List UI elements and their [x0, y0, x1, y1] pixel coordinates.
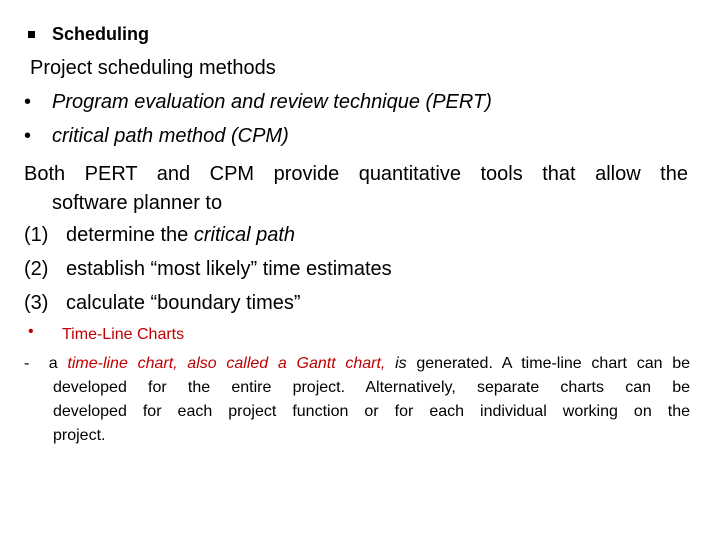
- step-number: (3): [24, 292, 49, 314]
- step-item: [24, 292, 301, 315]
- paragraph-line-1: Both PERT and CPM provide quantitative tools that allow the: [24, 163, 688, 185]
- step-number: (1): [24, 224, 49, 246]
- subheading: Project scheduling methods: [30, 57, 276, 79]
- step-text: establish “most likely” time estimates: [66, 258, 392, 280]
- paragraph-line-2: software planner to: [52, 192, 223, 214]
- slide-heading: Scheduling: [52, 24, 150, 44]
- description-line-1: [24, 352, 690, 376]
- method-item: [24, 125, 289, 148]
- description-line-2: developed for the entire project. Alternatively, separate charts can be: [53, 379, 690, 396]
- square-bullet-icon: [28, 31, 35, 38]
- intro-rest: generated. A time-line chart can be: [406, 355, 691, 372]
- method-item: [24, 91, 492, 114]
- dash: -: [24, 355, 30, 372]
- intro-a: a: [48, 355, 68, 372]
- description-body: [24, 376, 690, 448]
- step-item: [24, 258, 392, 281]
- timeline-description: [24, 352, 690, 448]
- intro-is: is: [385, 355, 407, 372]
- step-item: [24, 224, 295, 247]
- step-text: determine the: [66, 224, 194, 246]
- bullet-icon: •: [28, 323, 34, 340]
- method-text: critical path method (CPM): [52, 125, 289, 147]
- description-line-4: project.: [53, 427, 106, 444]
- description-line-3: developed for each project function or for each individual working on the: [53, 403, 690, 420]
- pert-cpm-paragraph: [24, 160, 688, 218]
- method-text: Program evaluation and review technique (PERT): [52, 91, 492, 113]
- step-number: (2): [24, 258, 49, 280]
- step-text: calculate “boundary times”: [66, 292, 301, 314]
- bullet-icon: •: [24, 125, 32, 147]
- bullet-icon: •: [24, 91, 32, 113]
- gantt-definition: time-line chart, also called a Gantt chart,: [67, 355, 386, 372]
- timeline-title: Time-Line Charts: [62, 326, 185, 343]
- step-emphasis: critical path: [193, 224, 296, 246]
